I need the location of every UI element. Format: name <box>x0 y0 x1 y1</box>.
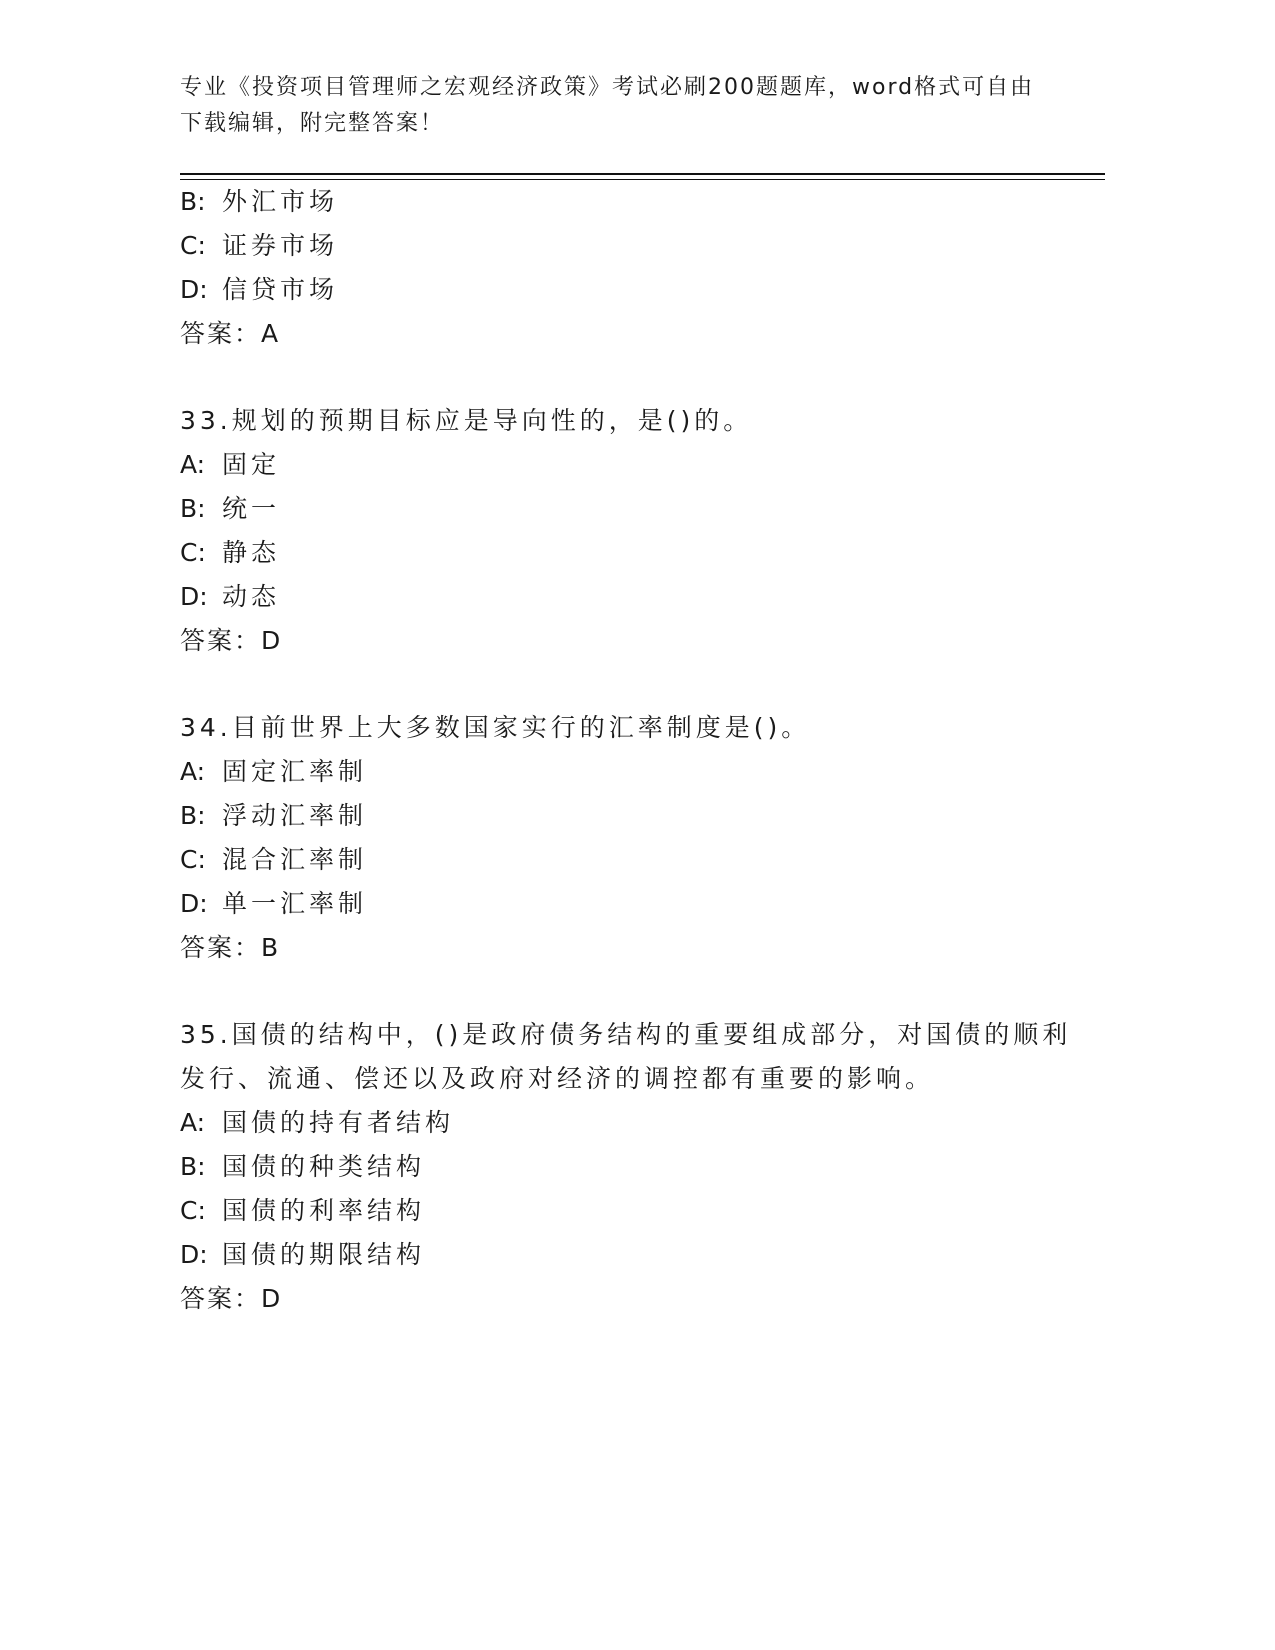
option-d <box>180 575 1080 619</box>
header-divider-thick <box>180 173 1105 175</box>
option-c <box>180 1189 1080 1233</box>
option-label: D: <box>180 275 208 304</box>
option-text: 信贷市场 <box>222 275 339 304</box>
option-label: C: <box>180 538 206 567</box>
answer-line <box>180 312 1080 356</box>
option-text: 浮动汇率制 <box>222 801 368 830</box>
option-text: 国债的种类结构 <box>222 1152 426 1181</box>
answer-value: B <box>261 933 279 962</box>
option-label: A: <box>180 450 206 479</box>
answer-value: D <box>261 1284 281 1313</box>
option-a <box>180 443 1080 487</box>
option-b <box>180 180 1080 224</box>
option-label: B: <box>180 494 206 523</box>
option-label: C: <box>180 1196 206 1225</box>
question-32-continued <box>180 180 1080 356</box>
option-text: 单一汇率制 <box>222 889 368 918</box>
option-b <box>180 794 1080 838</box>
option-text: 固定汇率制 <box>222 757 368 786</box>
answer-line <box>180 926 1080 970</box>
question-stem-line-2: 发行、流通、偿还以及政府对经济的调控都有重要的影响。 <box>180 1064 935 1093</box>
option-b <box>180 1145 1080 1189</box>
option-a <box>180 750 1080 794</box>
header-line-1: 专业《投资项目管理师之宏观经济政策》考试必刷200题题库，word格式可自由 <box>180 75 1035 100</box>
option-b <box>180 487 1080 531</box>
option-text: 国债的期限结构 <box>222 1240 426 1269</box>
option-label: B: <box>180 1152 206 1181</box>
question-spacer <box>180 663 1080 706</box>
option-label: B: <box>180 801 206 830</box>
answer-line <box>180 619 1080 663</box>
option-label: A: <box>180 1108 206 1137</box>
answer-label: 答案： <box>180 626 262 655</box>
option-d <box>180 1233 1080 1277</box>
question-34 <box>180 706 1080 970</box>
header-line-2: 下载编辑，附完整答案！ <box>180 111 445 136</box>
option-text: 证券市场 <box>222 231 339 260</box>
answer-line <box>180 1277 1080 1321</box>
question-stem: 34.目前世界上大多数国家实行的汇率制度是()。 <box>180 713 811 742</box>
option-d <box>180 268 1080 312</box>
answer-label: 答案： <box>180 933 262 962</box>
option-text: 统一 <box>222 494 281 523</box>
option-label: D: <box>180 1240 208 1269</box>
option-label: D: <box>180 889 208 918</box>
question-list <box>180 180 1080 1321</box>
option-label: C: <box>180 231 206 260</box>
option-a <box>180 1101 1080 1145</box>
answer-value: A <box>261 319 279 348</box>
option-label: D: <box>180 582 208 611</box>
option-c <box>180 531 1080 575</box>
option-text: 动态 <box>222 582 281 611</box>
option-text: 混合汇率制 <box>222 845 368 874</box>
option-d <box>180 882 1080 926</box>
question-stem: 33.规划的预期目标应是导向性的，是()的。 <box>180 406 753 435</box>
question-stem-line-1: 35.国债的结构中，()是政府债务结构的重要组成部分，对国债的顺利 <box>180 1020 1072 1049</box>
option-c <box>180 838 1080 882</box>
option-text: 外汇市场 <box>222 187 339 216</box>
answer-label: 答案： <box>180 319 262 348</box>
question-spacer <box>180 356 1080 399</box>
answer-value: D <box>261 626 281 655</box>
option-text: 国债的持有者结构 <box>222 1108 455 1137</box>
option-label: A: <box>180 757 206 786</box>
option-text: 静态 <box>222 538 281 567</box>
document-header <box>180 70 1060 142</box>
question-33 <box>180 399 1080 663</box>
option-text: 国债的利率结构 <box>222 1196 426 1225</box>
option-c <box>180 224 1080 268</box>
question-spacer <box>180 970 1080 1013</box>
option-text: 固定 <box>222 450 281 479</box>
option-label: B: <box>180 187 206 216</box>
answer-label: 答案： <box>180 1284 262 1313</box>
option-label: C: <box>180 845 206 874</box>
question-35 <box>180 1013 1080 1321</box>
